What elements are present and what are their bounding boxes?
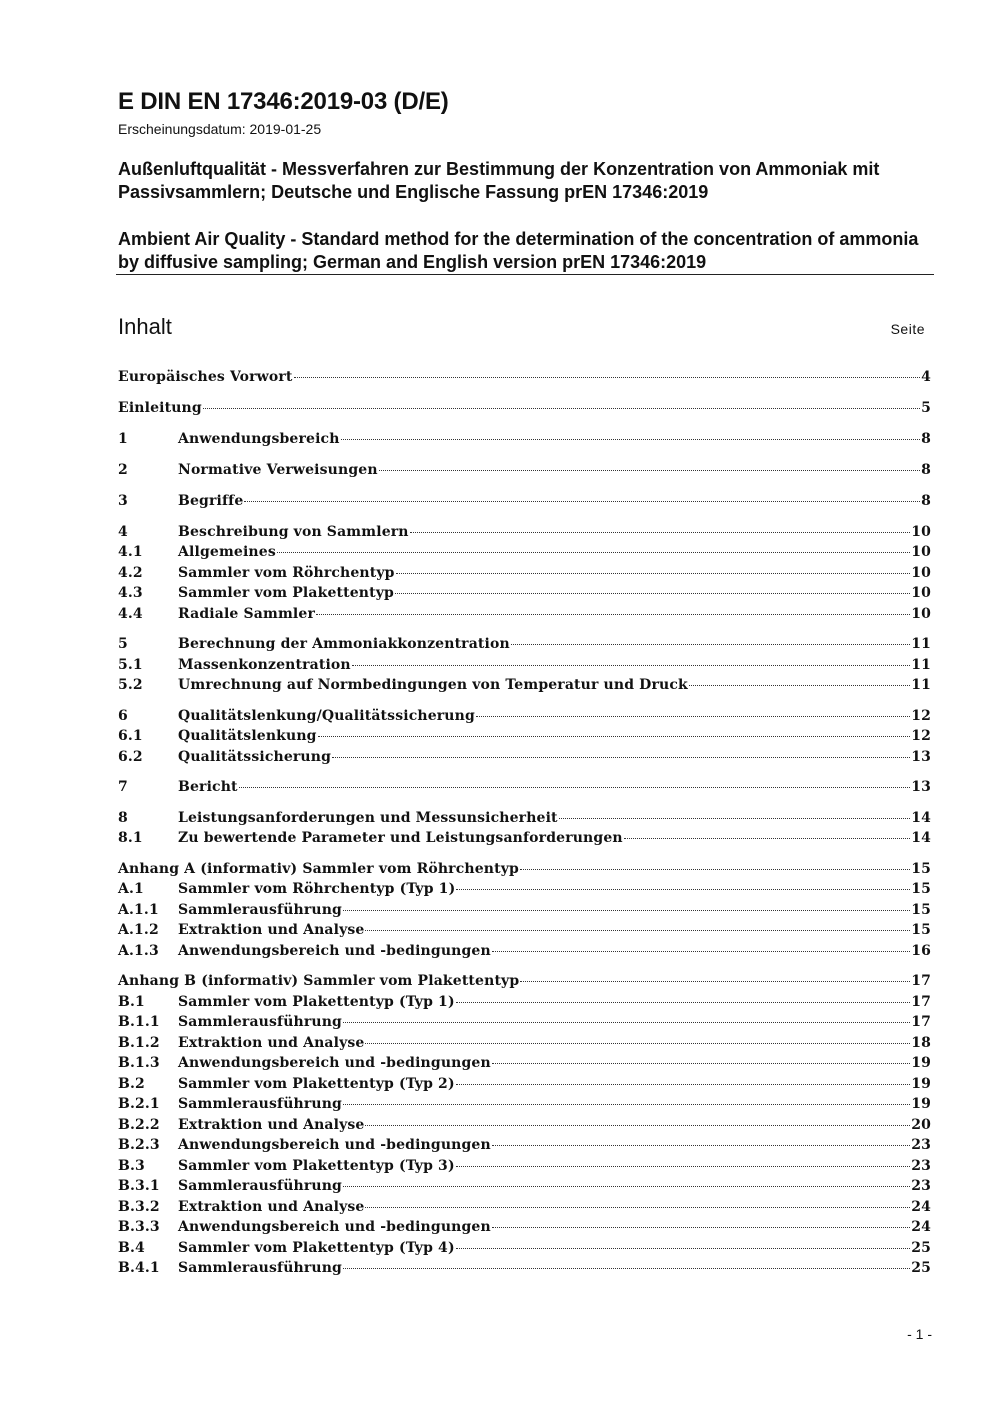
toc-leader-dots	[410, 532, 911, 533]
toc-leader-dots	[476, 716, 910, 717]
toc-entry[interactable]	[118, 902, 931, 922]
toc-entry-number: 4.4	[118, 606, 143, 622]
toc-entry[interactable]	[118, 606, 931, 626]
toc-entry-page: 23	[911, 1178, 931, 1194]
toc-entry-title: Europäisches Vorwort	[118, 369, 293, 385]
toc-entry-page: 10	[911, 544, 931, 560]
toc-entry-number: B.1.3	[118, 1055, 160, 1071]
toc-leader-dots	[492, 1063, 910, 1064]
toc-entry[interactable]	[118, 1260, 931, 1280]
toc-leader-dots	[316, 614, 910, 615]
toc-leader-dots	[456, 1248, 910, 1249]
toc-entry[interactable]	[118, 973, 931, 993]
toc-entry-number: B.4.1	[118, 1260, 160, 1276]
toc-entry-page: 14	[911, 810, 931, 826]
toc-leader-dots	[492, 951, 910, 952]
toc-entry-page: 24	[911, 1199, 931, 1215]
toc-entry-page: 11	[911, 677, 931, 693]
toc-entry-title: Berechnung der Ammoniakkonzentration	[178, 636, 510, 652]
toc-entry[interactable]	[118, 400, 931, 420]
toc-entry-title: Sammlerausführung	[178, 1096, 342, 1112]
toc-heading: Inhalt	[118, 314, 172, 339]
toc-leader-dots	[341, 439, 921, 440]
toc-entry[interactable]	[118, 565, 931, 585]
toc-entry-title: Umrechnung auf Normbedingungen von Temperatur und Druck	[178, 677, 688, 693]
title-english: Ambient Air Quality - Standard method for the determination of the concentration of ammonia by diffusive sampling; German and English version prEN 17346:2019	[118, 229, 919, 272]
toc-leader-dots	[624, 838, 911, 839]
toc-entry-title: Massenkonzentration	[178, 657, 351, 673]
toc-leader-dots	[332, 757, 910, 758]
toc-leader-dots	[365, 930, 910, 931]
toc-entry-number: 4.2	[118, 565, 143, 581]
toc-entry-title: Anwendungsbereich und -bedingungen	[178, 1055, 491, 1071]
toc-entry-title: Anwendungsbereich	[178, 431, 340, 447]
toc-entry-title: Anwendungsbereich und -bedingungen	[178, 1137, 491, 1153]
toc-entry-number: B.3	[118, 1158, 145, 1174]
toc-entry-page: 15	[911, 861, 931, 877]
toc-entry-title: Sammler vom Plakettentyp (Typ 4)	[178, 1240, 455, 1256]
toc-leader-dots	[456, 1084, 910, 1085]
toc-entry-title: Sammler vom Plakettentyp	[178, 585, 394, 601]
toc-entry-page: 8	[921, 462, 931, 478]
toc-leader-dots	[456, 889, 910, 890]
toc-entry-number: B.2	[118, 1076, 145, 1092]
toc-leader-dots	[492, 1227, 910, 1228]
toc-entry-title: Sammlerausführung	[178, 902, 342, 918]
toc-leader-dots	[456, 1166, 910, 1167]
toc-entry-title: Sammler vom Plakettentyp (Typ 2)	[178, 1076, 455, 1092]
toc-entry[interactable]	[118, 369, 931, 389]
toc-entry-number: 6.2	[118, 749, 143, 765]
toc-entry[interactable]	[118, 1158, 931, 1178]
toc-entry-title: Allgemeines	[178, 544, 276, 560]
toc-entry-title: Sammler vom Plakettentyp (Typ 3)	[178, 1158, 455, 1174]
toc-entry[interactable]	[118, 1137, 931, 1157]
toc-leader-dots	[294, 377, 921, 378]
toc-entry-title: Qualitätslenkung/Qualitätssicherung	[178, 708, 475, 724]
toc-entry-number: 3	[118, 493, 128, 509]
toc-entry-number: 4	[118, 524, 128, 540]
toc-entry-number: B.1	[118, 994, 145, 1010]
toc-entry-page: 17	[911, 1014, 931, 1030]
toc-entry-number: B.3.3	[118, 1219, 160, 1235]
toc-leader-dots	[365, 1043, 910, 1044]
toc-entry[interactable]	[118, 1035, 931, 1055]
toc-leader-dots	[318, 736, 911, 737]
toc-entry[interactable]	[118, 779, 931, 799]
toc-entry[interactable]	[118, 830, 931, 850]
toc-entry-title: Extraktion und Analyse	[178, 1117, 365, 1133]
toc-entry-number: 4.3	[118, 585, 143, 601]
toc-leader-dots	[343, 1022, 910, 1023]
toc-entry-number: B.2.3	[118, 1137, 160, 1153]
toc-entry-page: 13	[911, 749, 931, 765]
toc-entry-page: 19	[911, 1076, 931, 1092]
toc-leader-dots	[520, 981, 910, 982]
toc-entry[interactable]	[118, 493, 931, 513]
toc-entry-title: Beschreibung von Sammlern	[178, 524, 409, 540]
toc-entry-number: B.4	[118, 1240, 145, 1256]
toc-leader-dots	[396, 573, 911, 574]
toc-entry-page: 12	[911, 728, 931, 744]
toc-entry-page: 5	[921, 400, 931, 416]
toc-entry-page: 13	[911, 779, 931, 795]
toc-entry-page: 8	[921, 493, 931, 509]
toc-leader-dots	[395, 593, 910, 594]
toc-leader-dots	[520, 869, 910, 870]
toc-entry-page: 10	[911, 606, 931, 622]
toc-leader-dots	[379, 470, 920, 471]
toc-entry-number: 5.1	[118, 657, 143, 673]
toc-entry-title: Qualitätssicherung	[178, 749, 332, 765]
toc-page-column-label: Seite	[890, 321, 925, 337]
toc-entry-page: 20	[911, 1117, 931, 1133]
toc-entry-page: 10	[911, 524, 931, 540]
toc-entry[interactable]	[118, 677, 931, 697]
toc-entry-title: Sammler vom Röhrchentyp (Typ 1)	[178, 881, 456, 897]
toc-entry-number: 7	[118, 779, 128, 795]
toc-leader-dots	[343, 1186, 910, 1187]
toc-entry[interactable]	[118, 1055, 931, 1075]
toc-entry-page: 11	[911, 657, 931, 673]
toc-entry-number: 8	[118, 810, 128, 826]
toc-entry[interactable]	[118, 1199, 931, 1219]
toc-entry-title: Extraktion und Analyse	[178, 922, 365, 938]
toc-entry[interactable]	[118, 994, 931, 1014]
toc-leader-dots	[277, 552, 910, 553]
toc-entry-page: 15	[911, 922, 931, 938]
toc-leader-dots	[244, 501, 920, 502]
toc-entry-page: 15	[911, 902, 931, 918]
toc-entry-number: B.2.2	[118, 1117, 160, 1133]
toc-entry-page: 10	[911, 565, 931, 581]
toc-entry-page: 16	[911, 943, 931, 959]
toc-entry[interactable]	[118, 1076, 931, 1096]
toc-entry[interactable]	[118, 1240, 931, 1260]
toc-entry-title: Anwendungsbereich und -bedingungen	[178, 1219, 491, 1235]
document-title: E DIN EN 17346:2019-03 (D/E)	[118, 88, 449, 115]
toc-entry-page: 25	[911, 1260, 931, 1276]
toc-entry-title: Sammler vom Plakettentyp (Typ 1)	[178, 994, 455, 1010]
toc-entry-number: 4.1	[118, 544, 143, 560]
toc-entry-number: A.1	[118, 881, 144, 897]
toc-entry-page: 23	[911, 1137, 931, 1153]
toc-entry[interactable]	[118, 585, 931, 605]
toc-entry-page: 8	[921, 431, 931, 447]
toc-entry[interactable]	[118, 431, 931, 451]
toc-entry-title: Extraktion und Analyse	[178, 1199, 365, 1215]
toc-entry-number: B.3.2	[118, 1199, 160, 1215]
toc-entry-title: Anhang B (informativ) Sammler vom Plakettentyp	[118, 973, 520, 989]
toc-entry-page: 17	[911, 994, 931, 1010]
toc-leader-dots	[492, 1145, 910, 1146]
toc-entry[interactable]	[118, 657, 931, 677]
toc-entry-page: 14	[911, 830, 931, 846]
toc-entry-number: A.1.2	[118, 922, 159, 938]
toc-entry-number: 8.1	[118, 830, 143, 846]
toc-entry-title: Zu bewertende Parameter und Leistungsanforderungen	[178, 830, 623, 846]
toc-leader-dots	[343, 910, 910, 911]
toc-entry-page: 12	[911, 708, 931, 724]
toc-entry[interactable]	[118, 462, 931, 482]
toc-entry-number: B.1.2	[118, 1035, 160, 1051]
toc-entry-number: A.1.1	[118, 902, 159, 918]
toc-entry-title: Extraktion und Analyse	[178, 1035, 365, 1051]
toc-entry-title: Sammlerausführung	[178, 1178, 342, 1194]
toc-entry[interactable]	[118, 922, 931, 942]
page-number: - 1 -	[907, 1326, 932, 1342]
toc-entry-title: Leistungsanforderungen und Messunsicherheit	[178, 810, 558, 826]
toc-entry-page: 19	[911, 1096, 931, 1112]
toc-leader-dots	[343, 1104, 910, 1105]
title-german: Außenluftqualität - Messverfahren zur Bestimmung der Konzentration von Ammoniak mit Passivsammlern; Deutsche und Englische Fassung prEN 17346:2019	[118, 159, 880, 202]
toc-entry-title: Radiale Sammler	[178, 606, 315, 622]
toc-entry-page: 11	[911, 636, 931, 652]
toc-entry[interactable]	[118, 708, 931, 728]
toc-entry-title: Anwendungsbereich und -bedingungen	[178, 943, 491, 959]
toc-entry-page: 15	[911, 881, 931, 897]
toc-entry[interactable]	[118, 636, 931, 656]
toc-entry-page: 23	[911, 1158, 931, 1174]
toc-entry-number: 6.1	[118, 728, 143, 744]
toc-entry-page: 10	[911, 585, 931, 601]
toc-entry[interactable]	[118, 943, 931, 963]
toc-entry-number: 2	[118, 462, 128, 478]
toc-entry[interactable]	[118, 544, 931, 564]
toc-entry-title: Begriffe	[178, 493, 244, 509]
toc-entry-title: Sammlerausführung	[178, 1014, 342, 1030]
toc-leader-dots	[343, 1268, 910, 1269]
toc-leader-dots	[689, 685, 910, 686]
toc-entry[interactable]	[118, 881, 931, 901]
toc-entry-title: Anhang A (informativ) Sammler vom Röhrchentyp	[118, 861, 519, 877]
toc-entry[interactable]	[118, 1219, 931, 1239]
toc-entry[interactable]	[118, 749, 931, 769]
toc-entry[interactable]	[118, 861, 931, 881]
toc-entry[interactable]	[118, 810, 931, 830]
toc-leader-dots	[511, 644, 910, 645]
toc-entry-page: 19	[911, 1055, 931, 1071]
publication-date: Erscheinungsdatum: 2019-01-25	[118, 121, 322, 137]
toc-entry[interactable]	[118, 1178, 931, 1198]
toc-leader-dots	[203, 408, 920, 409]
toc-entry-number: B.2.1	[118, 1096, 160, 1112]
header-divider	[116, 274, 934, 275]
toc-entry-title: Sammler vom Röhrchentyp	[178, 565, 395, 581]
toc-leader-dots	[559, 818, 911, 819]
toc-entry-page: 4	[921, 369, 931, 385]
toc-entry[interactable]	[118, 1096, 931, 1116]
toc-leader-dots	[456, 1002, 910, 1003]
toc-entry-number: 1	[118, 431, 128, 447]
toc-entry-number: 6	[118, 708, 128, 724]
toc-entry-title: Normative Verweisungen	[178, 462, 378, 478]
toc-leader-dots	[365, 1125, 910, 1126]
toc-entry-number: 5.2	[118, 677, 143, 693]
toc-entry-number: 5	[118, 636, 128, 652]
toc-entry-title: Bericht	[178, 779, 238, 795]
toc-entry-title: Einleitung	[118, 400, 202, 416]
toc-entry[interactable]	[118, 1117, 931, 1137]
toc-entry[interactable]	[118, 728, 931, 748]
toc-entry[interactable]	[118, 1014, 931, 1034]
toc-entry[interactable]	[118, 524, 931, 544]
toc-leader-dots	[239, 787, 911, 788]
toc-leader-dots	[365, 1207, 910, 1208]
toc-entry-number: A.1.3	[118, 943, 159, 959]
toc-leader-dots	[352, 665, 910, 666]
toc-entry-page: 17	[911, 973, 931, 989]
toc-entry-title: Qualitätslenkung	[178, 728, 317, 744]
toc-entry-number: B.1.1	[118, 1014, 160, 1030]
toc-entry-page: 18	[911, 1035, 931, 1051]
toc-entry-number: B.3.1	[118, 1178, 160, 1194]
toc-entry-page: 24	[911, 1219, 931, 1235]
toc-entry-page: 25	[911, 1240, 931, 1256]
toc-entry-title: Sammlerausführung	[178, 1260, 342, 1276]
